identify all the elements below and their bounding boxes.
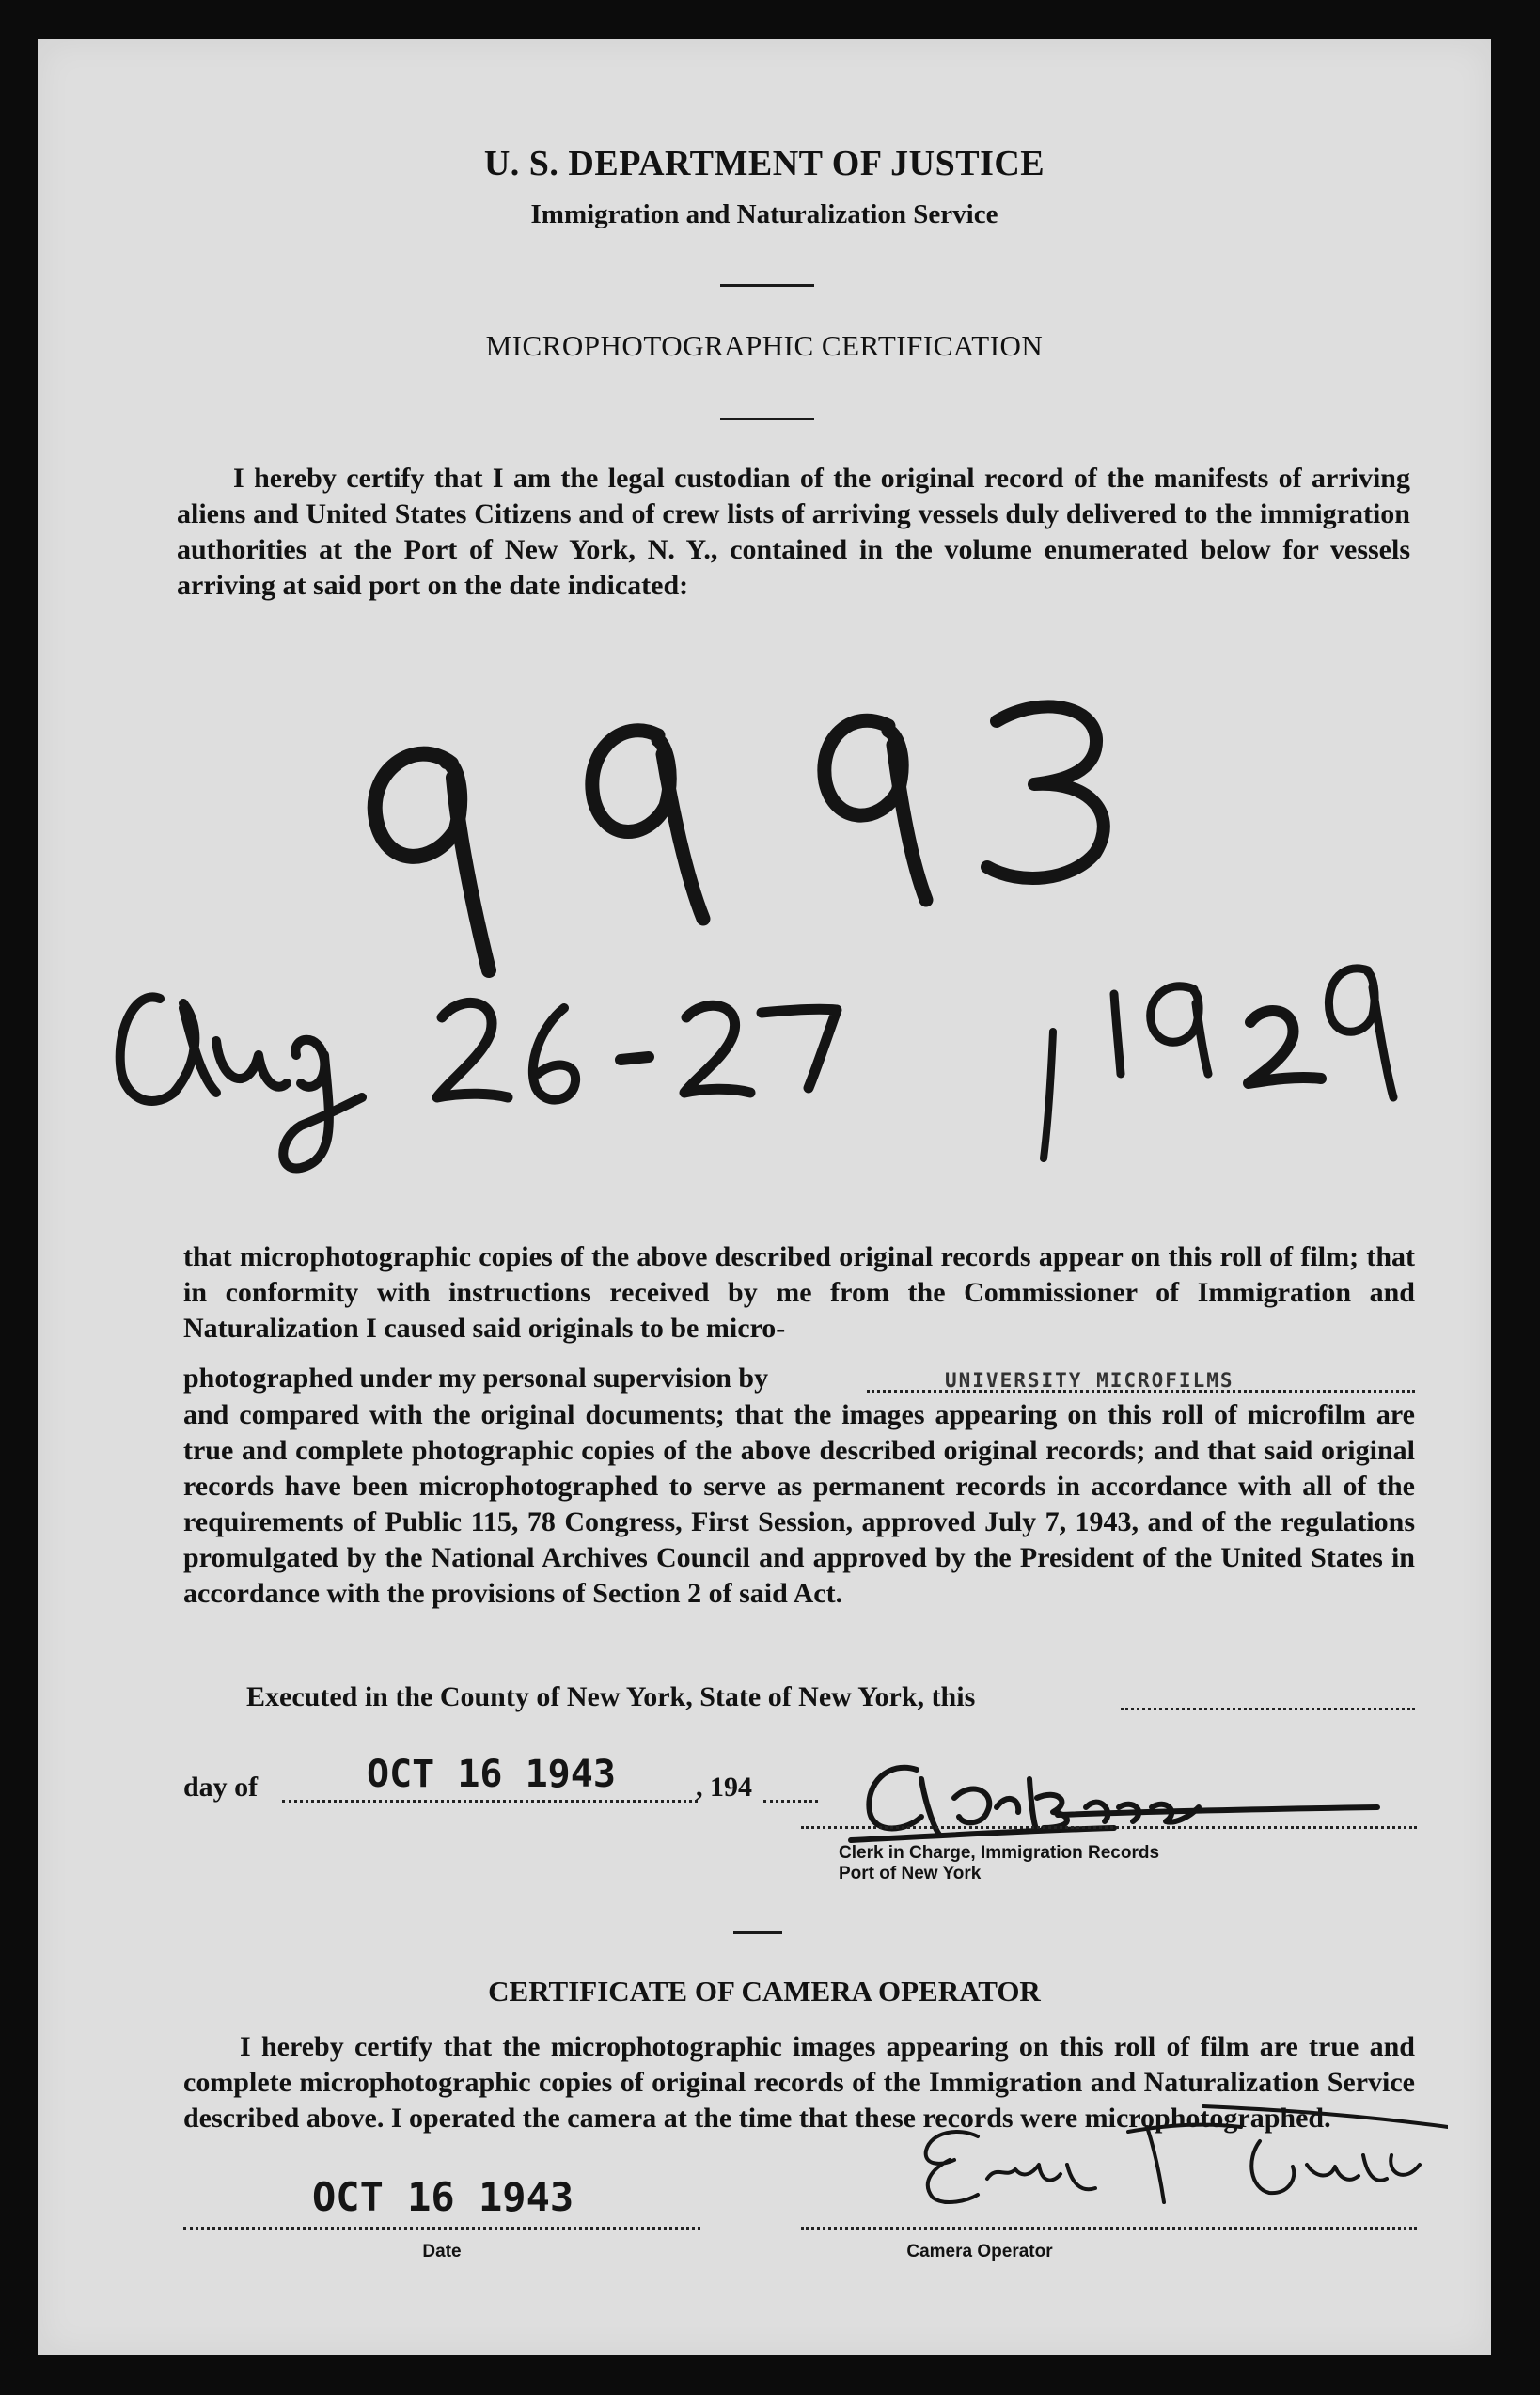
service-subheading: Immigration and Naturalization Service [530, 199, 998, 229]
certificate-page [38, 39, 1491, 2355]
handwritten-volume-number [348, 651, 1194, 989]
clerk-title-line1: Clerk in Charge, Immigration Records [839, 1843, 1160, 1863]
certification-title: MICROPHOTOGRAPHIC CERTIFICATION [485, 329, 1044, 362]
camera-operator-label: Camera Operator [906, 2242, 1053, 2261]
clerk-signature [832, 1741, 1396, 1854]
department-heading: U. S. DEPARTMENT OF JUSTICE [483, 144, 1045, 183]
year-dotted-line [763, 1800, 818, 1803]
date-label: Date [422, 2242, 462, 2261]
operator-dotted-line [801, 2227, 1417, 2230]
camera-date-stamp: OCT 16 1943 [312, 2174, 574, 2220]
supervision-label: photographed under my personal supervision by [183, 1363, 769, 1394]
camera-operator-title: CERTIFICATE OF CAMERA OPERATOR [488, 1975, 1041, 2008]
execution-date-stamp: OCT 16 1943 [367, 1753, 616, 1796]
camera-operator-text: I hereby certify that the microphotographic images appearing on this roll of film are true and complete microphotographic copies of original records of the Immigration and Naturalization Service described above. I operated the camera at the time that these records were microphotographed. [183, 2031, 1415, 2134]
body-text-1: that microphotographic copies of the above described original records appear on this roll of film; that in conformity with instructions received by me from the Commissioner of Immigration and Naturalization I caused said originals to be micro- [183, 1241, 1415, 1344]
executed-line [246, 1679, 975, 1715]
divider [720, 418, 814, 420]
supervisor-stamp: UNIVERSITY MICROFILMS [945, 1369, 1234, 1392]
date-dotted-line [183, 2227, 700, 2230]
divider [733, 1931, 782, 1934]
year-prefix: , 194 [696, 1772, 752, 1803]
clerk-signature-line [801, 1826, 1417, 1829]
intro-paragraph [177, 461, 1410, 604]
divider [720, 284, 814, 287]
day-of-label: day of [183, 1772, 259, 1803]
body-text-3: and compared with the original documents; that the images appearing on this roll of microfilm are true and complete photographic copies of the above described original records; and that said original records have been microphotographed to serve as permanent records in accordance with all of the requirements of Public 115, 78 Congress, First Session, approved July 7, 1943, and of the regulations promulgated by the National Archives Council and approved by the President of the United States in accordance with the provisions of Section 2 of said Act. [183, 1399, 1415, 1609]
executed-text: Executed in the County of New York, State of New York, this [246, 1681, 976, 1712]
body-paragraph-1 [183, 1239, 1415, 1347]
clerk-title-line2: Port of New York [839, 1864, 982, 1883]
executed-dotted-line [1121, 1708, 1415, 1710]
camera-operator-signature [865, 2089, 1448, 2230]
day-of-dotted-line [282, 1800, 698, 1803]
intro-text: I hereby certify that I am the legal custodian of the original record of the manifests of arriving aliens and United States Citizens and of crew lists of arriving vessels duly delivered to the immigration authorities at the Port of New York, N. Y., contained in the volume enumerated below for vessels arriving at said port on the date indicated: [177, 463, 1410, 601]
body-paragraph-2 [183, 1397, 1415, 1612]
handwritten-date [85, 942, 1448, 1177]
